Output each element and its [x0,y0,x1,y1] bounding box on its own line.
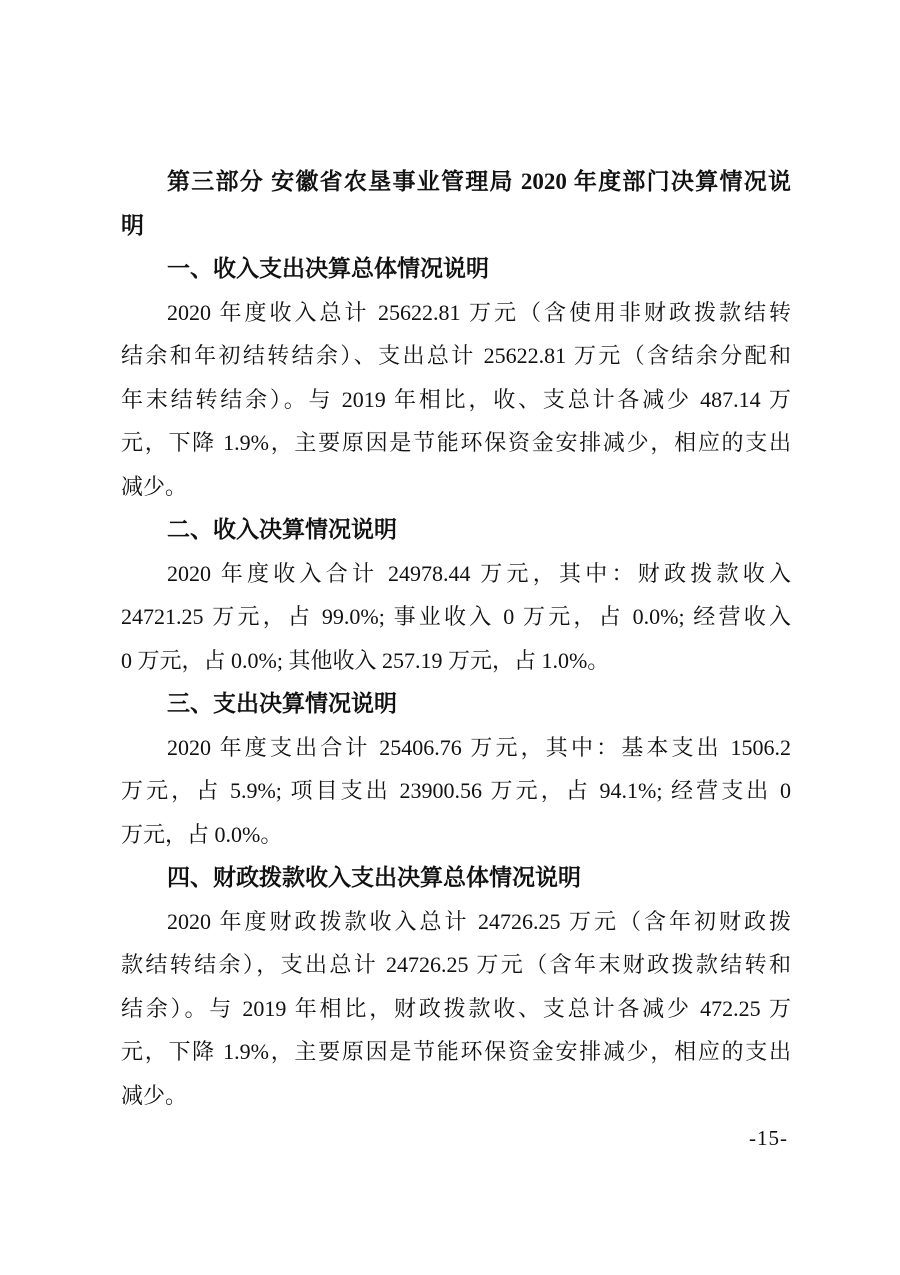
section-2-paragraph-line: 0 万元，占 0.0%; 其他收入 257.19 万元，占 1.0%。 [121,647,610,673]
document-title-line-2: 明 [121,212,144,238]
section-1-heading: 一、收入支出决算总体情况说明 [167,255,489,281]
section-3-paragraph-line: 万元，占 5.9%; 项目支出 23900.56 万元，占 94.1%; 经营支出 0 [121,778,791,803]
section-3-paragraph-line: 万元，占 0.0%。 [121,821,283,847]
section-4-heading: 四、财政拨款收入支出决算总体情况说明 [167,864,581,890]
section-4-paragraph-line: 减少。 [121,1082,188,1108]
document-title-line-1: 第三部分 安徽省农垦事业管理局 2020 年度部门决算情况说 [167,169,791,194]
section-4-paragraph-line: 结余）。与 2019 年相比，财政拨款收、支总计各减少 472.25 万 [121,995,791,1021]
section-1-paragraph-line: 减少。 [121,473,188,499]
page-number: -15- [749,1126,788,1150]
section-4-paragraph-line: 2020 年度财政拨款收入总计 24726.25 万元（含年初财政拨 [167,908,791,934]
section-2-paragraph-line: 2020 年度收入合计 24978.44 万元，其中：财政拨款收入 [167,560,791,586]
section-4-paragraph-line: 款结转结余），支出总计 24726.25 万元（含年末财政拨款结转和 [121,952,791,977]
section-2-paragraph-line: 24721.25 万元，占 99.0%; 事业收入 0 万元，占 0.0%; 经营收入 [121,604,791,629]
section-1-paragraph-line: 年末结转结余）。与 2019 年相比，收、支总计各减少 487.14 万 [121,386,791,412]
section-3-paragraph-line: 2020 年度支出合计 25406.76 万元，其中：基本支出 1506.2 [167,734,791,760]
section-1-paragraph-line: 2020 年度收入总计 25622.81 万元（含使用非财政拨款结转 [167,299,791,325]
section-3-heading: 三、支出决算情况说明 [167,690,397,716]
section-4-paragraph-line: 元，下降 1.9%，主要原因是节能环保资金安排减少，相应的支出 [121,1039,791,1064]
document-body [121,160,791,1117]
section-1-paragraph-line: 元，下降 1.9%，主要原因是节能环保资金安排减少，相应的支出 [121,430,791,455]
section-2-heading: 二、收入决算情况说明 [167,516,397,542]
section-1-paragraph-line: 结余和年初结转结余）、支出总计 25622.81 万元（含结余分配和 [121,343,791,368]
